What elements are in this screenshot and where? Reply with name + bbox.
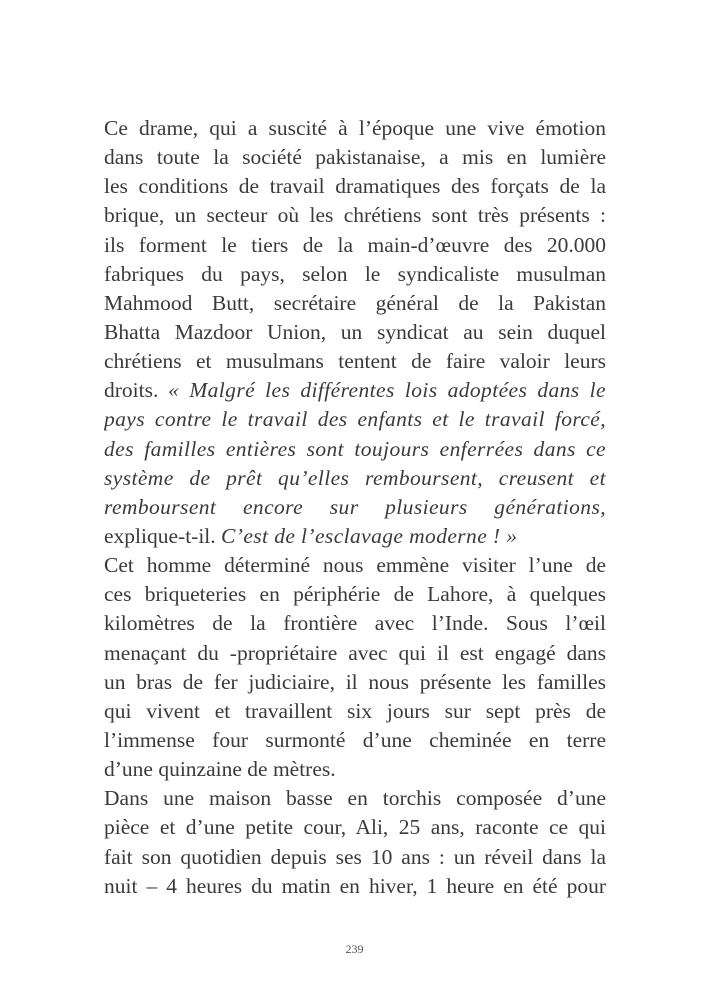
text-roman: droits. bbox=[104, 378, 169, 403]
text-roman: explique-t-il. bbox=[104, 523, 222, 548]
text-line: menaçant du -propriétaire avec qui il est engagé dans bbox=[104, 640, 606, 665]
text-line bbox=[104, 522, 606, 551]
text-line: Cet homme déterminé nous emmène visiter l’une de bbox=[104, 553, 606, 578]
text-line: l’immense four surmonté d’une cheminée en terre bbox=[104, 727, 606, 752]
text-line: nuit – 4 heures du matin en hiver, 1 heure en été pour bbox=[104, 873, 606, 898]
text-line: ils forment le tiers de la main-d’œuvre des 20.000 bbox=[104, 232, 606, 257]
text-line: ces briqueteries en périphérie de Lahore, à quelques bbox=[104, 582, 606, 607]
text-line: d’une quinzaine de mètres. bbox=[104, 757, 336, 782]
quote-italic: C’est de l’esclavage moderne ! » bbox=[221, 523, 518, 548]
text-line: chrétiens et musulmans tentent de faire valoir leurs bbox=[104, 349, 606, 374]
text-line: dans toute la société pakistanaise, a mis en lumière bbox=[104, 145, 606, 170]
text-line: fabriques du pays, selon le syndicaliste musulman bbox=[104, 261, 606, 286]
quote-line: remboursent encore sur plusieurs générations, bbox=[104, 494, 606, 519]
text-line: un bras de fer judiciaire, il nous présente les familles bbox=[104, 669, 606, 694]
text-line: Dans une maison basse en torchis composée d’une bbox=[104, 786, 606, 811]
text-line: Bhatta Mazdoor Union, un syndicat au sein duquel bbox=[104, 319, 606, 344]
text-line bbox=[104, 376, 606, 405]
text-line: Ce drame, qui a suscité à l’époque une vive émotion bbox=[104, 116, 606, 140]
page-body bbox=[104, 114, 606, 901]
text-line: brique, un secteur où les chrétiens sont très présents : bbox=[104, 203, 606, 228]
quote-line: des familles entières sont toujours enferrées dans ce bbox=[104, 436, 606, 461]
text-line: pièce et d’une petite cour, Ali, 25 ans, raconte ce qui bbox=[104, 815, 606, 840]
text-line: kilomètres de la frontière avec l’Inde. Sous l’œil bbox=[104, 611, 606, 636]
text-line: les conditions de travail dramatiques des forçats de la bbox=[104, 174, 606, 199]
text-line: qui vivent et travaillent six jours sur sept près de bbox=[104, 698, 606, 723]
page-number: 239 bbox=[345, 942, 364, 956]
text-line: fait son quotidien depuis ses 10 ans : un réveil dans la bbox=[104, 844, 606, 869]
quote-italic: « Malgré les différentes lois adoptées dans le bbox=[168, 378, 606, 403]
quote-line: pays contre le travail des enfants et le travail forcé, bbox=[104, 407, 606, 432]
quote-line: système de prêt qu’elles remboursent, creusent et bbox=[104, 465, 606, 490]
text-line: Mahmood Butt, secrétaire général de la Pakistan bbox=[104, 290, 606, 315]
